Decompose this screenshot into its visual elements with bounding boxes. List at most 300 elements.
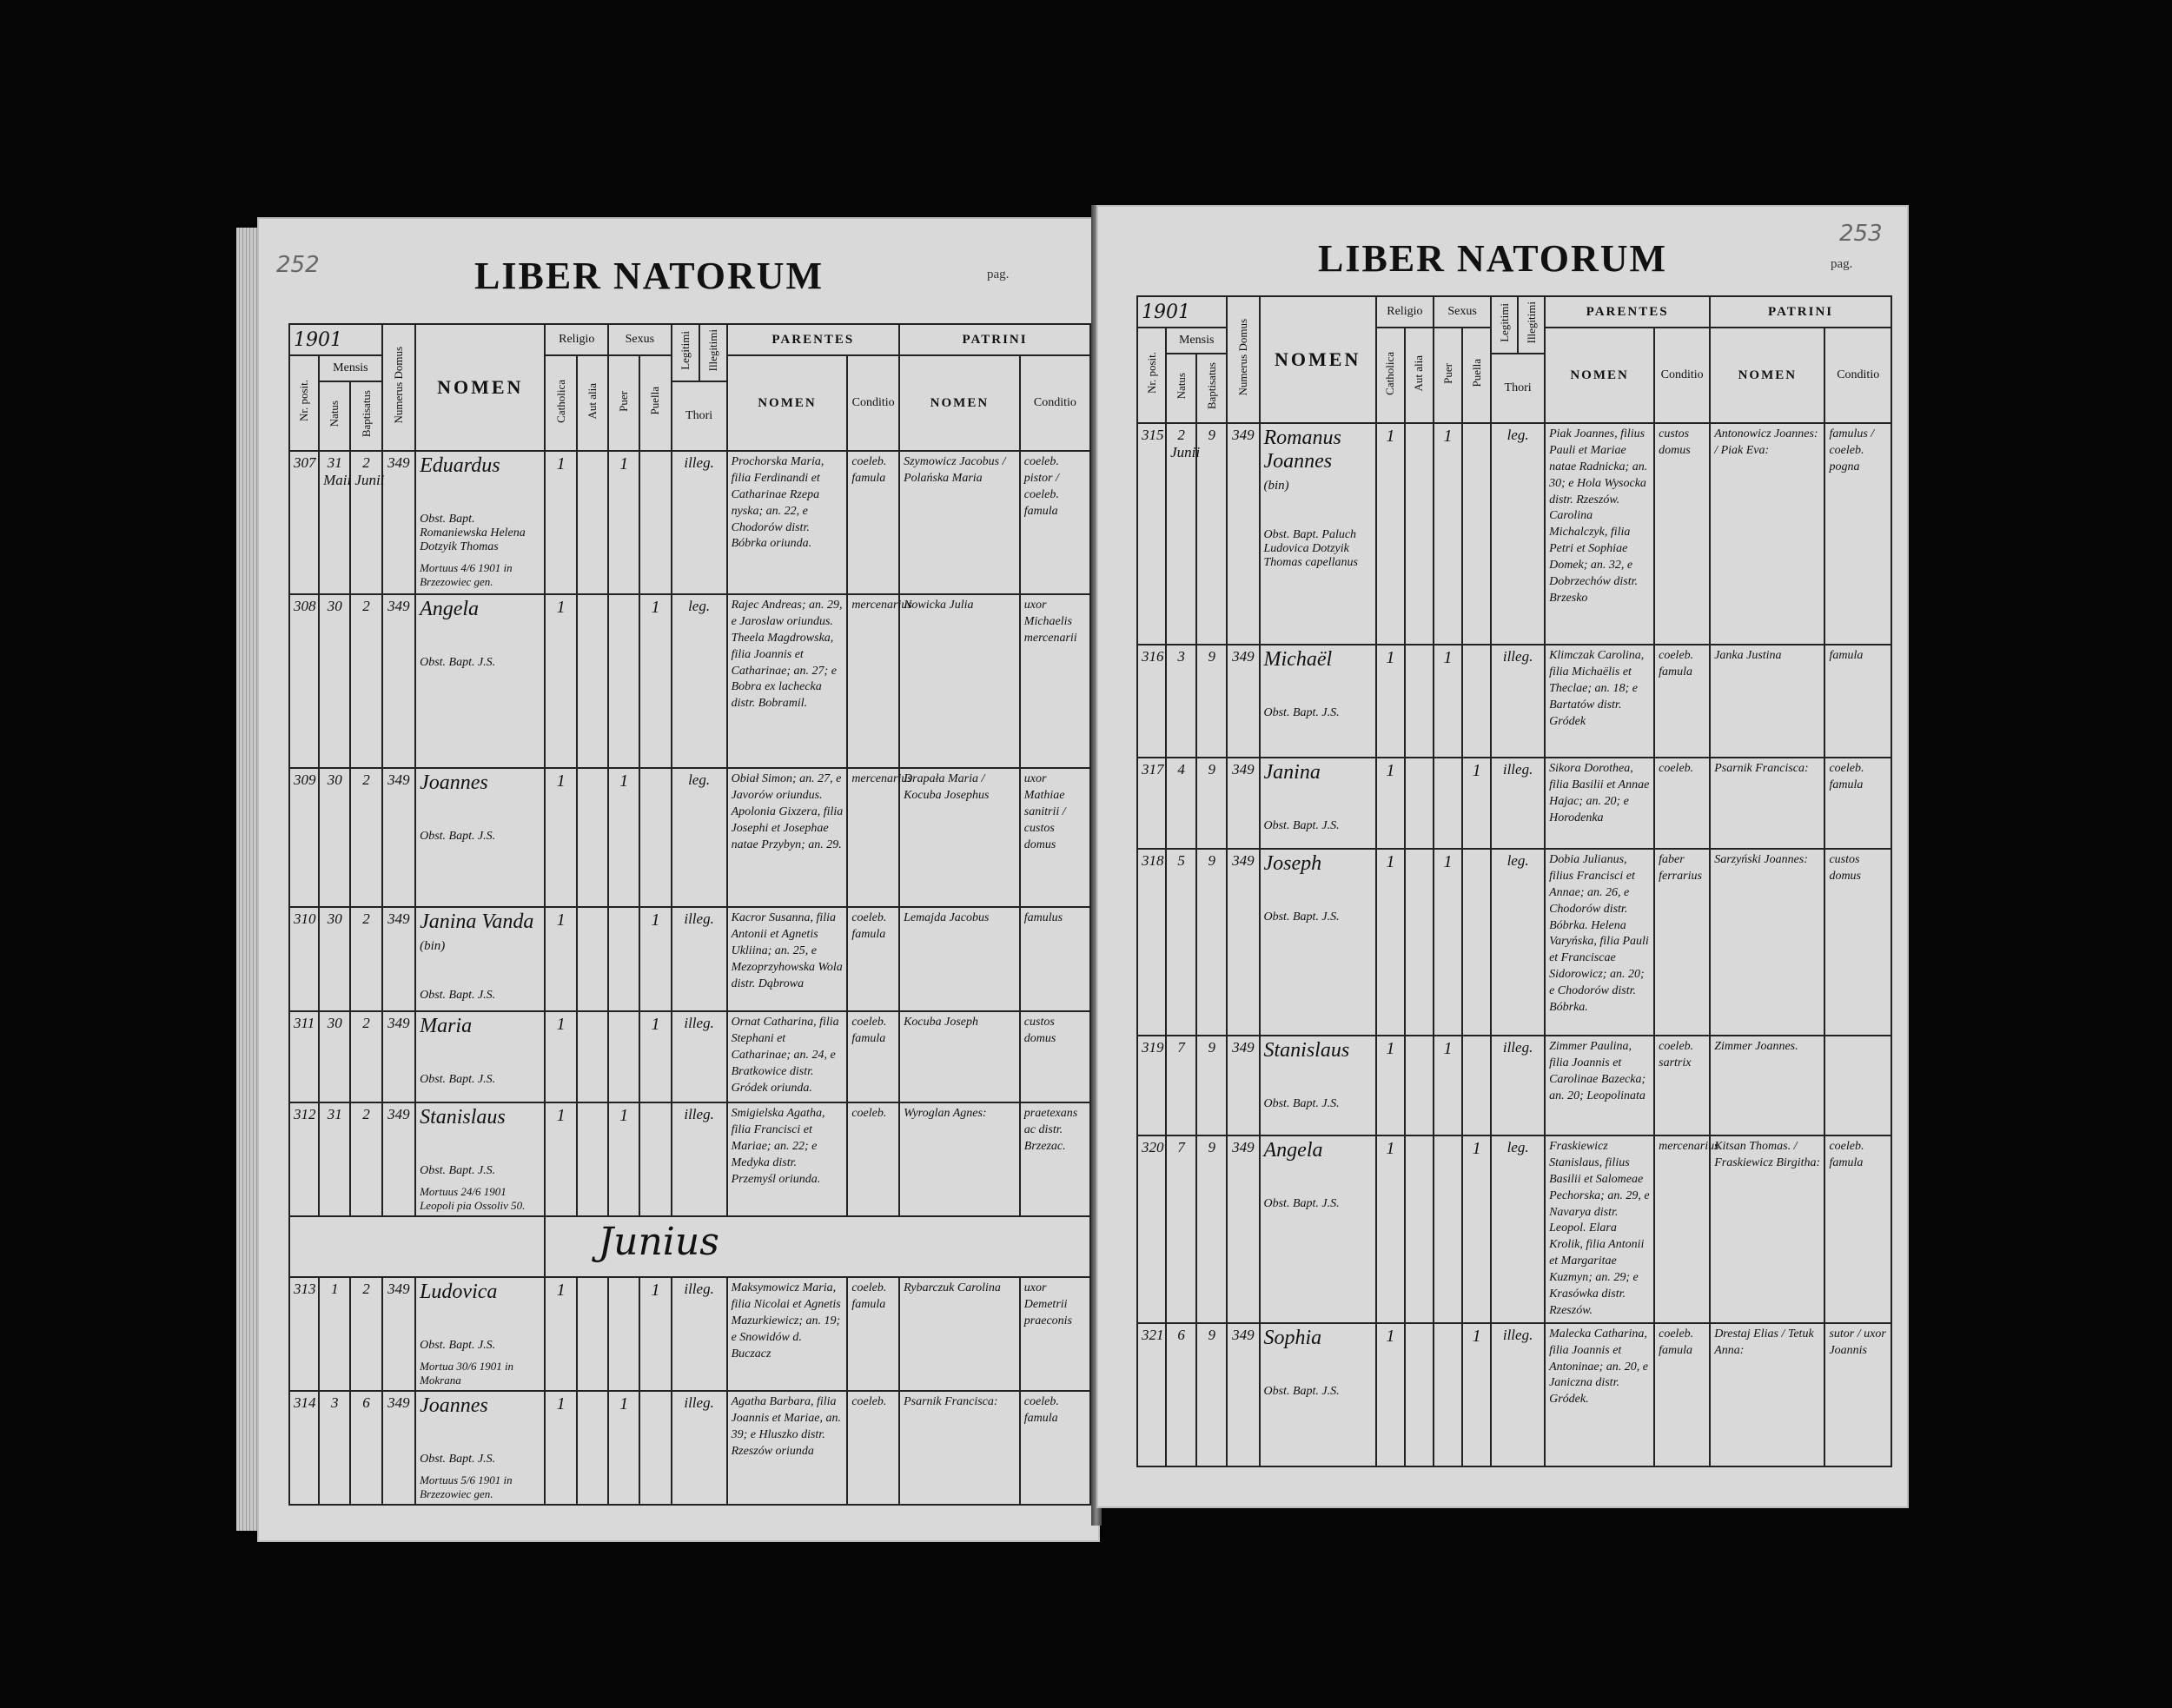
- cell-cath: 1: [1376, 758, 1405, 849]
- cell-empty: [1405, 849, 1434, 1036]
- cell-nr: 316: [1137, 645, 1166, 758]
- cell-parents: Ornat Catharina, filia Stephani et Catharinae; an. 24, e Bratkowice distr. Gródek oriunda.: [727, 1011, 848, 1102]
- child-name: Janina Vanda: [420, 910, 534, 933]
- cell-p-cond: coeleb. famula: [847, 1011, 899, 1102]
- cell-patrini: Antonowicz Joannes: / Piak Eva:: [1710, 423, 1824, 645]
- right-header-catholica: Catholica: [1383, 351, 1397, 395]
- cell-p-cond: faber ferrarius: [1654, 849, 1710, 1036]
- cell-domus: 349: [382, 1011, 415, 1102]
- cell-sex-puer: 1: [1434, 1036, 1462, 1135]
- left-header-mensis: Mensis: [319, 355, 382, 381]
- obstetrix-baptizans: Obst. Bapt. J.S.: [420, 1073, 496, 1086]
- left-header-religio: Religio: [545, 324, 608, 355]
- cell-sex-puella: 1: [639, 1011, 671, 1102]
- cell-bapt: 2: [350, 1277, 381, 1391]
- cell-parents: Smigielska Agatha, filia Francisci et Mariae; an. 22; e Medyka distr. Przemyśl oriunda.: [727, 1102, 848, 1216]
- cell-sex-puella: [1462, 645, 1491, 758]
- left-header-patrini-nomen: NOMEN: [930, 395, 990, 410]
- cell-p-cond: coeleb. famula: [847, 451, 899, 594]
- cell-patrini: Kitsan Thomas. / Fraskiewicz Birgitha:: [1710, 1135, 1824, 1323]
- cell-sex-puer: [608, 907, 639, 1011]
- left-page-number: 252: [276, 252, 320, 278]
- cell-p-cond: custos domus: [1654, 423, 1710, 645]
- cell-nr: 309: [289, 768, 319, 907]
- cell-leg: illeg.: [1491, 645, 1545, 758]
- cell-domus: 349: [382, 1102, 415, 1216]
- right-header-nr: Nr. posit.: [1144, 352, 1158, 394]
- register-row: [1137, 1135, 1891, 1323]
- right-register-table: [1136, 295, 1892, 1467]
- child-name-cell: [415, 1102, 545, 1216]
- right-header-religio: Religio: [1376, 296, 1434, 328]
- cell-leg: leg.: [672, 594, 727, 768]
- cell-cath: 1: [1376, 849, 1405, 1036]
- obstetrix-baptizans: Obst. Bapt. J.S.: [420, 1164, 496, 1177]
- cell-sex-puer: 1: [608, 768, 639, 907]
- cell-patr-cond: coeleb. famula: [1824, 1135, 1891, 1323]
- cell-cath: 1: [1376, 645, 1405, 758]
- cell-parents: Agatha Barbara, filia Joannis et Mariae, an. 39; e Hluszko distr. Rzeszów oriunda: [727, 1391, 848, 1505]
- left-register-table: [288, 323, 1091, 1506]
- cell-cath: 1: [545, 907, 576, 1011]
- cell-domus: 349: [1227, 645, 1259, 758]
- cell-month: 5: [1166, 849, 1196, 1036]
- register-row: [289, 1391, 1090, 1505]
- child-name-note: (bin): [420, 939, 446, 953]
- left-header-aut-alia: Aut alia: [585, 382, 599, 420]
- cell-sex-puer: [1434, 1323, 1462, 1466]
- cell-patr-cond: praetexans ac distr. Brzezac.: [1020, 1102, 1090, 1216]
- cell-sex-puella: 1: [639, 1277, 671, 1391]
- cell-domus: 349: [382, 451, 415, 594]
- register-row: [1137, 1323, 1891, 1466]
- cell-patrini: Drestaj Elias / Tetuk Anna:: [1710, 1323, 1824, 1466]
- left-page-title: LIBER NATORUM: [474, 255, 824, 297]
- cell-patrini: Janka Justina: [1710, 645, 1824, 758]
- cell-nr: 321: [1137, 1323, 1166, 1466]
- cell-patrini: Psarnik Francisca:: [1710, 758, 1824, 849]
- right-header-aut-alia: Aut alia: [1412, 354, 1426, 392]
- cell-sex-puella: 1: [1462, 758, 1491, 849]
- cell-patr-cond: coeleb. famula: [1824, 758, 1891, 849]
- cell-patrini: Szymowicz Jacobus / Polańska Maria: [899, 451, 1020, 594]
- cell-parents: Piak Joannes, filius Pauli et Mariae natae Radnicka; an. 30; e Hola Wysocka distr. Rzeszów. Carolina Michalczyk, filia Petri et Sophiae Domek; an. 32, e Dobrzechów distr. Brzesko: [1545, 423, 1654, 645]
- left-header-parent-conditio: Conditio: [847, 355, 899, 451]
- left-header-catholica: Catholica: [553, 379, 567, 423]
- cell-p-cond: coeleb.: [1654, 758, 1710, 849]
- cell-patr-cond: uxor Michaelis mercenarii: [1020, 594, 1090, 768]
- cell-empty: [1405, 1036, 1434, 1135]
- cell-p-cond: coeleb. famula: [847, 907, 899, 1011]
- obstetrix-baptizans: Obst. Bapt. J.S.: [1263, 1197, 1340, 1210]
- register-row: [1137, 423, 1891, 645]
- cell-cath: 1: [1376, 1036, 1405, 1135]
- child-name-cell: [1260, 645, 1376, 758]
- cell-sex-puella: 1: [639, 594, 671, 768]
- cell-leg: illeg.: [1491, 758, 1545, 849]
- cell-sex-puer: 1: [608, 1391, 639, 1505]
- cell-cath: 1: [545, 1102, 576, 1216]
- right-page: [1096, 205, 1909, 1508]
- cell-empty: [577, 768, 608, 907]
- cell-cath: 1: [545, 1011, 576, 1102]
- cell-parents: Maksymowicz Maria, filia Nicolai et Agnetis Mazurkiewicz; an. 19; e Snowidów d. Buczacz: [727, 1277, 848, 1391]
- cell-month: 3: [319, 1391, 350, 1505]
- cell-parents: Rajec Andreas; an. 29, e Jaroslaw oriundus. Theela Magdrowska, filia Joannis et Catharinae; an. 27; e Bobra ex lachecka distr. Bobramil.: [727, 594, 848, 768]
- cell-empty: [577, 1391, 608, 1505]
- cell-cath: 1: [545, 451, 576, 594]
- cell-empty: [577, 451, 608, 594]
- right-page-number: 253: [1839, 221, 1883, 247]
- cell-sex-puer: [608, 594, 639, 768]
- left-header-domus: Numerus Domus: [391, 347, 405, 424]
- cell-sex-puella: [1462, 849, 1491, 1036]
- cell-cath: 1: [1376, 1323, 1405, 1466]
- cell-empty: [1405, 645, 1434, 758]
- cell-nr: 319: [1137, 1036, 1166, 1135]
- cell-month: 30: [319, 594, 350, 768]
- cell-p-cond: coeleb. famula: [1654, 645, 1710, 758]
- cell-nr: 313: [289, 1277, 319, 1391]
- cell-month: 31 Maii: [319, 451, 350, 594]
- cell-month: 30: [319, 768, 350, 907]
- cell-patr-cond: coeleb. famula: [1020, 1391, 1090, 1505]
- right-header-patrini-conditio: Conditio: [1824, 328, 1891, 423]
- child-name: Romanus Joannes: [1263, 427, 1341, 473]
- cell-leg: leg.: [1491, 423, 1545, 645]
- cell-month: 7: [1166, 1036, 1196, 1135]
- cell-patrini: Nowicka Julia: [899, 594, 1020, 768]
- cell-sex-puella: [1462, 1036, 1491, 1135]
- cell-domus: 349: [1227, 758, 1259, 849]
- cell-bapt: 9: [1196, 645, 1227, 758]
- cell-leg: illeg.: [672, 1277, 727, 1391]
- cell-sex-puer: [608, 1277, 639, 1391]
- obstetrix-baptizans: Obst. Bapt. Paluch Ludovica Dotzyik Thomas capellanus: [1263, 528, 1358, 569]
- cell-patrini: Zimmer Joannes.: [1710, 1036, 1824, 1135]
- register-row: [289, 1277, 1090, 1391]
- left-pag-label: pag.: [987, 268, 1010, 281]
- cell-parents: Fraskiewicz Stanislaus, filius Basilii et Salomeae Pechorska; an. 29, e Navarya distr. Leopol. Elara Krolik, filia Antonii et Margaritae Kuzmyn; an. 29; e Krasówka distr. Rzeszów.: [1545, 1135, 1654, 1323]
- left-header-baptisatus: Baptisatus: [359, 390, 373, 438]
- left-header-illegitimi: Illegitimi: [705, 329, 719, 372]
- cell-nr: 318: [1137, 849, 1166, 1036]
- left-page: [257, 217, 1100, 1542]
- cell-p-cond: coeleb.: [847, 1391, 899, 1505]
- cell-sex-puella: [639, 768, 671, 907]
- cell-month: 30: [319, 907, 350, 1011]
- left-header-nr: Nr. posit.: [297, 380, 311, 422]
- left-header-patrini: PATRINI: [962, 332, 1028, 347]
- cell-empty: [1405, 1323, 1434, 1466]
- register-row: [289, 594, 1090, 768]
- cell-cath: 1: [1376, 1135, 1405, 1323]
- cell-nr: 310: [289, 907, 319, 1011]
- cell-domus: 349: [382, 768, 415, 907]
- death-note: Mortuus 4/6 1901 in Brzezowiec gen.: [420, 561, 513, 588]
- right-header-patrini-nomen: NOMEN: [1738, 367, 1798, 382]
- child-name: Joannes: [420, 1394, 488, 1417]
- child-name: Janina: [1263, 761, 1321, 784]
- cell-patr-cond: uxor Demetrii praeconis: [1020, 1277, 1090, 1391]
- cell-patr-cond: uxor Mathiae sanitrii / custos domus: [1020, 768, 1090, 907]
- left-header-parent-nomen: NOMEN: [758, 395, 817, 410]
- cell-bapt: 2: [350, 1102, 381, 1216]
- death-note: Mortuus 5/6 1901 in Brzezowiec gen.: [420, 1473, 513, 1500]
- left-header-parentes: PARENTES: [771, 332, 855, 347]
- child-name-cell: [415, 451, 545, 594]
- cell-bapt: 9: [1196, 1323, 1227, 1466]
- cell-month: 2 Junii: [1166, 423, 1196, 645]
- child-name-cell: [415, 768, 545, 907]
- cell-patrini: Rybarczuk Carolina: [899, 1277, 1020, 1391]
- cell-nr: 317: [1137, 758, 1166, 849]
- cell-nr: 320: [1137, 1135, 1166, 1323]
- right-header-puella: Puella: [1469, 359, 1483, 387]
- child-name-cell: [415, 907, 545, 1011]
- cell-p-cond: mercenarius: [847, 768, 899, 907]
- cell-nr: 311: [289, 1011, 319, 1102]
- child-name: Eduardus: [420, 454, 500, 477]
- cell-leg: illeg.: [672, 1011, 727, 1102]
- cell-patrini: Sarzyński Joannes:: [1710, 849, 1824, 1036]
- cell-empty: [577, 907, 608, 1011]
- obstetrix-baptizans: Obst. Bapt. Romaniewska Helena Dotzyik Thomas: [420, 513, 526, 553]
- child-name-cell: [415, 1277, 545, 1391]
- child-name: Angela: [420, 598, 480, 620]
- child-name: Joseph: [1263, 852, 1322, 875]
- cell-bapt: 2: [350, 594, 381, 768]
- cell-leg: leg.: [1491, 849, 1545, 1036]
- cell-leg: illeg.: [1491, 1036, 1545, 1135]
- register-row: [289, 768, 1090, 907]
- right-header-parent-nomen: NOMEN: [1570, 367, 1629, 382]
- cell-p-cond: coeleb. famula: [847, 1277, 899, 1391]
- cell-patrini: Kocuba Joseph: [899, 1011, 1020, 1102]
- cell-patr-cond: coeleb. pistor / coeleb. famula: [1020, 451, 1090, 594]
- cell-cath: 1: [545, 594, 576, 768]
- cell-bapt: 9: [1196, 423, 1227, 645]
- cell-sex-puella: [639, 1391, 671, 1505]
- right-header-parentes: PARENTES: [1586, 304, 1669, 319]
- cell-sex-puer: 1: [608, 1102, 639, 1216]
- right-header-baptisatus: Baptisatus: [1204, 362, 1218, 410]
- cell-empty: [577, 594, 608, 768]
- month-heading-junius: Junius: [545, 1216, 1090, 1277]
- cell-empty: [1405, 758, 1434, 849]
- cell-p-cond: coeleb.: [847, 1102, 899, 1216]
- cell-patrini: Lemajda Jacobus: [899, 907, 1020, 1011]
- left-header-sexus: Sexus: [608, 324, 672, 355]
- death-note: Mortuus 24/6 1901 Leopoli pia Ossoliv 50.: [420, 1185, 526, 1212]
- cell-domus: 349: [382, 1277, 415, 1391]
- cell-sex-puer: 1: [1434, 423, 1462, 645]
- child-name-cell: [1260, 1036, 1376, 1135]
- left-header-nomen: NOMEN: [437, 376, 524, 398]
- cell-parents: Kacror Susanna, filia Antonii et Agnetis Ukliina; an. 25, e Mezoprzyhowska Wola distr. Dąbrowa: [727, 907, 848, 1011]
- cell-patr-cond: famula: [1824, 645, 1891, 758]
- register-row: [289, 907, 1090, 1011]
- child-name-cell: [1260, 758, 1376, 849]
- obstetrix-baptizans: Obst. Bapt. J.S.: [1263, 1384, 1340, 1398]
- cell-cath: 1: [1376, 423, 1405, 645]
- cell-sex-puer: [1434, 758, 1462, 849]
- cell-patr-cond: famulus: [1020, 907, 1090, 1011]
- child-name-cell: [415, 1011, 545, 1102]
- cell-leg: leg.: [672, 768, 727, 907]
- cell-empty: [577, 1011, 608, 1102]
- register-row: [1137, 1036, 1891, 1135]
- child-name: Ludovica: [420, 1281, 498, 1303]
- register-row: [289, 1011, 1090, 1102]
- cell-cath: 1: [545, 1391, 576, 1505]
- cell-cath: 1: [545, 1277, 576, 1391]
- cell-p-cond: mercenarius: [1654, 1135, 1710, 1323]
- cell-month: 4: [1166, 758, 1196, 849]
- left-header-natus: Natus: [328, 401, 341, 427]
- cell-domus: 349: [382, 1391, 415, 1505]
- cell-nr: 307: [289, 451, 319, 594]
- child-name-cell: [415, 1391, 545, 1505]
- cell-sex-puella: [639, 1102, 671, 1216]
- cell-nr: 308: [289, 594, 319, 768]
- cell-bapt: 9: [1196, 758, 1227, 849]
- right-header-puer: Puer: [1440, 362, 1454, 384]
- cell-month: 7: [1166, 1135, 1196, 1323]
- right-header-patrini: PATRINI: [1768, 304, 1834, 319]
- child-name: Sophia: [1263, 1326, 1322, 1349]
- left-year-header: 1901: [289, 324, 382, 355]
- cell-leg: illeg.: [672, 451, 727, 594]
- cell-month: 30: [319, 1011, 350, 1102]
- register-row: [1137, 758, 1891, 849]
- cell-leg: illeg.: [672, 907, 727, 1011]
- cell-domus: 349: [1227, 1323, 1259, 1466]
- child-name-cell: [1260, 1135, 1376, 1323]
- cell-p-cond: mercenarius: [847, 594, 899, 768]
- cell-patr-cond: custos domus: [1824, 849, 1891, 1036]
- right-pag-label: pag.: [1831, 257, 1853, 271]
- cell-sex-puella: 1: [1462, 1135, 1491, 1323]
- cell-parents: Malecka Catharina, filia Joannis et Antoninae; an. 20, e Janiczna distr. Gródek.: [1545, 1323, 1654, 1466]
- cell-domus: 349: [1227, 849, 1259, 1036]
- left-header-legitimi: Legitimi: [678, 331, 692, 370]
- cell-nr: 312: [289, 1102, 319, 1216]
- cell-leg: illeg.: [672, 1391, 727, 1505]
- cell-nr: 314: [289, 1391, 319, 1505]
- register-row: [289, 1102, 1090, 1216]
- child-name: Maria: [420, 1015, 473, 1037]
- cell-sex-puer: 1: [608, 451, 639, 594]
- child-name-note: (bin): [1263, 479, 1289, 493]
- cell-patrini: Wyroglan Agnes:: [899, 1102, 1020, 1216]
- cell-month: 1: [319, 1277, 350, 1391]
- cell-nr: 315: [1137, 423, 1166, 645]
- cell-domus: 349: [1227, 1135, 1259, 1323]
- cell-empty: [1405, 423, 1434, 645]
- right-page-title: LIBER NATORUM: [1318, 237, 1668, 280]
- cell-month: 3: [1166, 645, 1196, 758]
- child-name-cell: [1260, 1323, 1376, 1466]
- cell-sex-puer: 1: [1434, 645, 1462, 758]
- cell-cath: 1: [545, 768, 576, 907]
- cell-sex-puella: 1: [639, 907, 671, 1011]
- left-header-puer: Puer: [617, 390, 631, 412]
- obstetrix-baptizans: Obst. Bapt. J.S.: [1263, 706, 1340, 719]
- cell-parents: Klimczak Carolina, filia Michaëlis et Theclae; an. 18; e Bartatów distr. Gródek: [1545, 645, 1654, 758]
- obstetrix-baptizans: Obst. Bapt. J.S.: [1263, 1097, 1340, 1110]
- child-name: Angela: [1263, 1139, 1323, 1162]
- child-name-cell: [1260, 423, 1376, 645]
- right-header-parent-conditio: Conditio: [1654, 328, 1710, 423]
- right-header-sexus: Sexus: [1434, 296, 1491, 328]
- cell-parents: Sikora Dorothea, filia Basilii et Annae Hajac; an. 20; e Horodenka: [1545, 758, 1654, 849]
- cell-bapt: 2 Junii: [350, 451, 381, 594]
- cell-leg: leg.: [1491, 1135, 1545, 1323]
- cell-domus: 349: [382, 594, 415, 768]
- cell-empty: [577, 1277, 608, 1391]
- cell-month: 6: [1166, 1323, 1196, 1466]
- cell-bapt: 9: [1196, 849, 1227, 1036]
- cell-domus: 349: [382, 907, 415, 1011]
- child-name-cell: [1260, 849, 1376, 1036]
- right-header-nomen: NOMEN: [1275, 348, 1361, 370]
- cell-parents: Zimmer Paulina, filia Joannis et Carolinae Bazecka; an. 20; Leopolinata: [1545, 1036, 1654, 1135]
- cell-empty: [1405, 1135, 1434, 1323]
- obstetrix-baptizans: Obst. Bapt. J.S.: [420, 1339, 496, 1352]
- left-header-patrini-conditio: Conditio: [1020, 355, 1090, 451]
- child-name-cell: [415, 594, 545, 768]
- cell-bapt: 9: [1196, 1036, 1227, 1135]
- cell-p-cond: coeleb. sartrix: [1654, 1036, 1710, 1135]
- child-name: Michaël: [1263, 648, 1333, 671]
- cell-sex-puer: 1: [1434, 849, 1462, 1036]
- cell-p-cond: coeleb. famula: [1654, 1323, 1710, 1466]
- cell-patrini: Drapała Maria / Kocuba Josephus: [899, 768, 1020, 907]
- cell-patr-cond: custos domus: [1020, 1011, 1090, 1102]
- obstetrix-baptizans: Obst. Bapt. J.S.: [420, 656, 496, 669]
- cell-domus: 349: [1227, 423, 1259, 645]
- obstetrix-baptizans: Obst. Bapt. J.S.: [420, 989, 496, 1002]
- cell-parents: Prochorska Maria, filia Ferdinandi et Catharinae Rzepa nyska; an. 22, e Chodorów distr. Bóbrka oriunda.: [727, 451, 848, 594]
- obstetrix-baptizans: Obst. Bapt. J.S.: [420, 1453, 496, 1466]
- right-header-thori: Thori: [1491, 354, 1545, 423]
- cell-patr-cond: famulus / coeleb. pogna: [1824, 423, 1891, 645]
- cell-leg: illeg.: [672, 1102, 727, 1216]
- child-name: Stanislaus: [1263, 1039, 1350, 1062]
- register-row: [289, 451, 1090, 594]
- right-year-header: 1901: [1137, 296, 1227, 328]
- cell-bapt: 2: [350, 1011, 381, 1102]
- cell-patr-cond: sutor / uxor Joannis: [1824, 1323, 1891, 1466]
- right-header-illegitimi: Illegitimi: [1524, 301, 1538, 344]
- cell-bapt: 9: [1196, 1135, 1227, 1323]
- obstetrix-baptizans: Obst. Bapt. J.S.: [1263, 910, 1340, 924]
- cell-sex-puella: [639, 451, 671, 594]
- cell-patrini: Psarnik Francisca:: [899, 1391, 1020, 1505]
- left-header-puella: Puella: [648, 387, 662, 415]
- cell-sex-puella: 1: [1462, 1323, 1491, 1466]
- death-note: Mortua 30/6 1901 in Mokrana: [420, 1360, 514, 1387]
- cell-parents: Obiał Simon; an. 27, e Javorów oriundus. Apolonia Gixzera, filia Josephi et Josephae natae Przybyn; an. 29.: [727, 768, 848, 907]
- obstetrix-baptizans: Obst. Bapt. J.S.: [420, 830, 496, 843]
- left-header-thori: Thori: [672, 381, 727, 451]
- cell-bapt: 2: [350, 907, 381, 1011]
- child-name: Stanislaus: [420, 1106, 506, 1129]
- right-header-domus: Numerus Domus: [1235, 319, 1249, 396]
- right-header-natus: Natus: [1174, 373, 1188, 400]
- cell-month: 31: [319, 1102, 350, 1216]
